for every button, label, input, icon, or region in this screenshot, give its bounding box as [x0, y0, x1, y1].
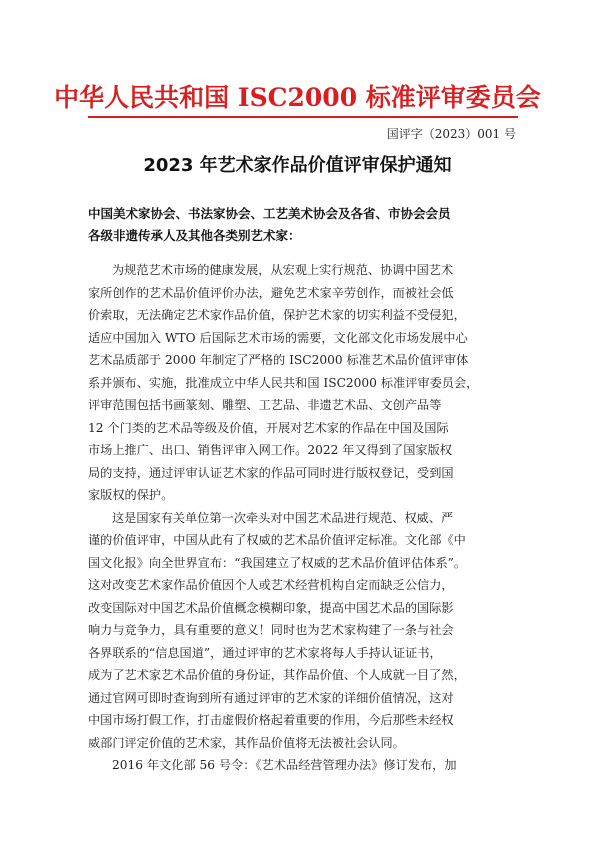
- body-line: 中国市场打假工作，打击虚假价格起着重要的作用，今后那些未经权: [88, 713, 454, 727]
- body-line: 艺术品质部于 2000 年制定了严格的 ISC2000 标准艺术品价值评审体: [88, 353, 469, 367]
- body-line: 这是国家有关单位第一次牵头对中国艺术品进行规范、权威、严: [112, 510, 454, 525]
- body-line: 家版权的保护。: [88, 488, 174, 502]
- header-divider: [88, 116, 518, 118]
- body-line: 适应中国加入 WTO 后国际艺术市场的需要，文化部文化市场发展中心: [88, 330, 468, 345]
- body-line: 市场上推广、出口、销售评审入网工作。2022 年又得到了国家版权: [88, 443, 452, 457]
- body-line: 为规范艺术市场的健康发展，从宏观上实行规范、协调中国艺术: [112, 263, 454, 277]
- addressee-line: 中国美术家协会、书法家协会、工艺美术协会及各省、市协会会员: [88, 206, 451, 221]
- body-line: 这对改变艺术家作品价值因个人或艺术经营机构自定而缺乏公信力，: [88, 578, 454, 592]
- body-line: 威部门评定价值的艺术家，其作品价值将无法被社会认同。: [88, 735, 405, 750]
- body-line: 通过官网可即时查询到所有通过评审的艺术家的详细价值情况，这对: [88, 690, 454, 705]
- document-number: 国评字（2023）001 号: [386, 127, 516, 141]
- body-line: 价索取，无法确定艺术家作品价值，保护艺术家的切实利益不受侵犯，: [88, 308, 466, 322]
- body-line: 评审范围包括书画篆刻、雕塑、工艺品、非遗艺术品、文创产品等: [88, 398, 442, 412]
- document-body: [88, 259, 518, 777]
- body-line: 12 个门类的艺术品等级及价值，开展对艺术家的作品在中国及国际: [88, 420, 449, 435]
- body-line: 系并颁布、实施，批准成立中华人民共和国 ISC2000 标准评审委员会，: [88, 375, 479, 390]
- body-line: 家所创作的艺术品价值评价办法，避免艺术家辛劳创作，而被社会低: [88, 285, 454, 300]
- body-line: 国文化报》向全世界宣布：“我国建立了权威的艺术品价值评估体系”。: [88, 555, 467, 570]
- body-line: 成为了艺术家艺术品价值的身份证，其作品价值、个人成就一目了然，: [88, 668, 466, 682]
- addressee-block: [88, 203, 518, 247]
- body-line: 2016 年文化部 56 号令：《艺术品经营管理办法》修订发布，加: [112, 758, 457, 772]
- body-line: 改变国际对中国艺术品价值概念模糊印象，提高中国艺术品的国际影: [88, 600, 454, 615]
- addressee-line: 各级非遗传承人及其他各类别艺术家：: [88, 228, 301, 243]
- body-line: 谨的价值评审，中国从此有了权威的艺术品价值评定标准。文化部《中: [88, 533, 466, 547]
- body-line: 局的支持，通过评审认证艺术家的作品可同时进行版权登记，受到国: [88, 465, 454, 480]
- organization-header: 中华人民共和国 ISC2000 标准评审委员会: [54, 83, 541, 112]
- document-title: 2023 年艺术家作品价值评审保护通知: [143, 155, 452, 176]
- body-line: 各界联系的“信息国道”，通过评审的艺术家将每人手持认证证书，: [88, 645, 442, 660]
- body-line: 响力与竞争力，具有重要的意义！同时也为艺术家构建了一条与社会: [88, 623, 454, 637]
